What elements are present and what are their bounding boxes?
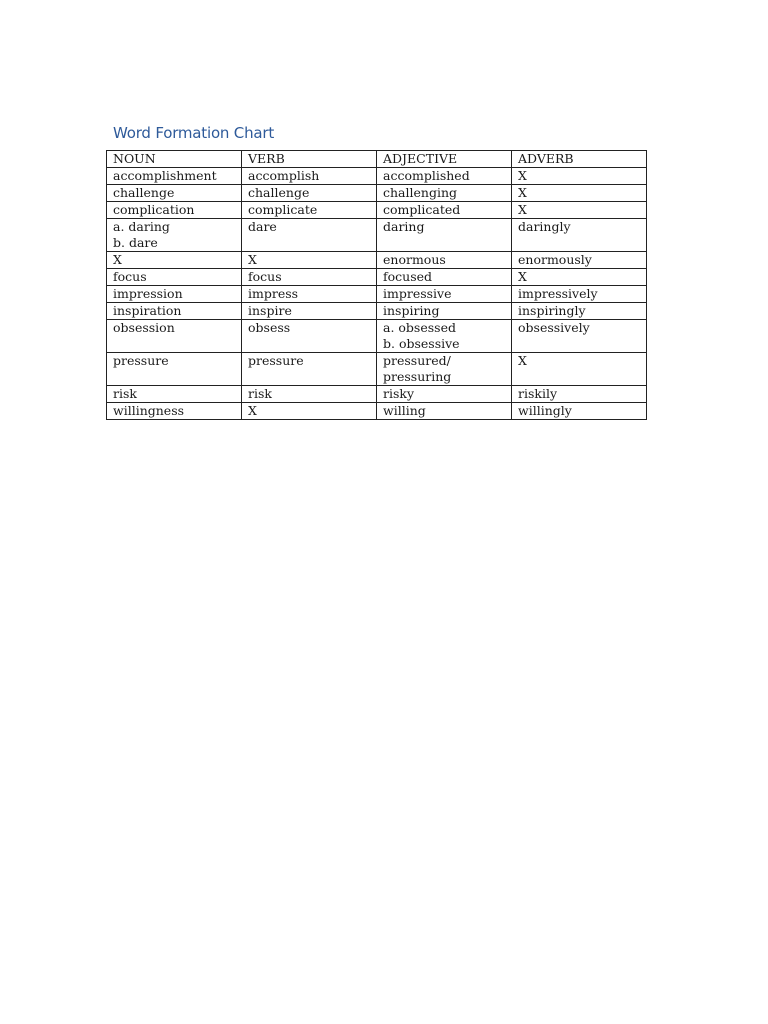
cell-text: pressuring: [383, 369, 452, 384]
cell-text: risk: [248, 386, 272, 401]
table-cell-adverb: [512, 202, 647, 219]
table-cell-adjective: [377, 353, 512, 386]
table-cell-noun: [107, 320, 242, 353]
cell-text: a. obsessed: [383, 320, 456, 335]
cell-text: riskily: [518, 386, 558, 401]
table-cell-adjective: [377, 269, 512, 286]
cell-text: accomplishment: [113, 168, 217, 183]
table-cell-adverb: [512, 269, 647, 286]
table-cell-adjective: [377, 185, 512, 202]
table-cell-adjective: [377, 202, 512, 219]
cell-text: inspiration: [113, 303, 182, 318]
cell-text: complication: [113, 202, 195, 217]
cell-text: X: [518, 185, 527, 200]
cell-text: X: [518, 353, 527, 368]
table-body: [107, 168, 647, 420]
table-cell-adverb: [512, 303, 647, 320]
table-row: [107, 252, 647, 269]
cell-text: impress: [248, 286, 299, 301]
table-cell-verb: [242, 320, 377, 353]
cell-text: daring: [383, 219, 425, 234]
table-cell-adjective: [377, 403, 512, 420]
table-row: [107, 185, 647, 202]
table-cell-verb: [242, 353, 377, 386]
table-row: [107, 353, 647, 386]
table-cell-verb: [242, 386, 377, 403]
table-cell-noun: [107, 185, 242, 202]
cell-text: risk: [113, 386, 137, 401]
cell-text: obsess: [248, 320, 291, 335]
table-cell-verb: [242, 185, 377, 202]
word-formation-table-container: [106, 150, 647, 420]
cell-text: obsessively: [518, 320, 590, 335]
cell-text: impression: [113, 286, 183, 301]
table-row: [107, 269, 647, 286]
cell-text: willing: [383, 403, 426, 418]
table-cell-noun: [107, 386, 242, 403]
table-cell-adjective: [377, 386, 512, 403]
cell-text: accomplish: [248, 168, 320, 183]
cell-text: a. daring: [113, 219, 170, 234]
cell-text: daringly: [518, 219, 571, 234]
column-header-noun: NOUN: [107, 151, 242, 168]
table-row: [107, 320, 647, 353]
cell-text: enormous: [383, 252, 446, 267]
cell-text: focus: [113, 269, 147, 284]
cell-text: pressured/: [383, 353, 451, 368]
table-cell-verb: [242, 202, 377, 219]
table-cell-verb: [242, 168, 377, 185]
cell-text: pressure: [248, 353, 304, 368]
table-cell-adverb: [512, 168, 647, 185]
cell-text: X: [248, 252, 257, 267]
table-cell-verb: [242, 252, 377, 269]
table-cell-verb: [242, 219, 377, 252]
cell-text: challenge: [248, 185, 310, 200]
cell-text: risky: [383, 386, 415, 401]
table-cell-adverb: [512, 286, 647, 303]
cell-text: impressively: [518, 286, 598, 301]
table-cell-verb: [242, 269, 377, 286]
column-header-verb: VERB: [242, 151, 377, 168]
table-row: [107, 386, 647, 403]
cell-text: inspiring: [383, 303, 440, 318]
cell-text: b. obsessive: [383, 336, 460, 351]
table-cell-adjective: [377, 286, 512, 303]
cell-text: dare: [248, 219, 277, 234]
cell-text: X: [518, 269, 527, 284]
table-cell-adverb: [512, 219, 647, 252]
table-header-row: [107, 151, 647, 168]
cell-text: complicate: [248, 202, 318, 217]
cell-text: impressive: [383, 286, 452, 301]
table-row: [107, 403, 647, 420]
word-formation-table: [106, 150, 647, 420]
cell-text: X: [248, 403, 257, 418]
table-cell-adverb: [512, 320, 647, 353]
table-cell-noun: [107, 403, 242, 420]
table-cell-adverb: [512, 353, 647, 386]
table-cell-adverb: [512, 403, 647, 420]
cell-text: accomplished: [383, 168, 470, 183]
table-cell-adjective: [377, 252, 512, 269]
table-cell-noun: [107, 353, 242, 386]
table-cell-adjective: [377, 320, 512, 353]
column-header-adjective: ADJECTIVE: [377, 151, 512, 168]
table-cell-adjective: [377, 168, 512, 185]
table-cell-noun: [107, 286, 242, 303]
cell-text: enormously: [518, 252, 592, 267]
table-cell-verb: [242, 286, 377, 303]
table-cell-noun: [107, 168, 242, 185]
cell-text: X: [518, 202, 527, 217]
table-cell-adjective: [377, 303, 512, 320]
cell-text: X: [113, 252, 122, 267]
cell-text: inspire: [248, 303, 292, 318]
table-row: [107, 168, 647, 185]
cell-text: pressure: [113, 353, 169, 368]
cell-text: obsession: [113, 320, 175, 335]
table-cell-adverb: [512, 386, 647, 403]
table-cell-verb: [242, 303, 377, 320]
cell-text: X: [518, 168, 527, 183]
cell-text: willingness: [113, 403, 185, 418]
table-cell-adverb: [512, 185, 647, 202]
cell-text: focus: [248, 269, 282, 284]
table-row: [107, 219, 647, 252]
page-title: Word Formation Chart: [113, 124, 275, 142]
table-cell-noun: [107, 303, 242, 320]
table-row: [107, 286, 647, 303]
cell-text: b. dare: [113, 235, 158, 250]
table-cell-adverb: [512, 252, 647, 269]
cell-text: focused: [383, 269, 433, 284]
cell-text: challenge: [113, 185, 175, 200]
cell-text: willingly: [518, 403, 572, 418]
column-header-adverb: ADVERB: [512, 151, 647, 168]
table-cell-noun: [107, 252, 242, 269]
table-cell-noun: [107, 269, 242, 286]
table-cell-verb: [242, 403, 377, 420]
table-cell-noun: [107, 202, 242, 219]
cell-text: inspiringly: [518, 303, 586, 318]
table-row: [107, 202, 647, 219]
table-cell-adjective: [377, 219, 512, 252]
table-cell-noun: [107, 219, 242, 252]
cell-text: complicated: [383, 202, 461, 217]
cell-text: challenging: [383, 185, 457, 200]
table-row: [107, 303, 647, 320]
